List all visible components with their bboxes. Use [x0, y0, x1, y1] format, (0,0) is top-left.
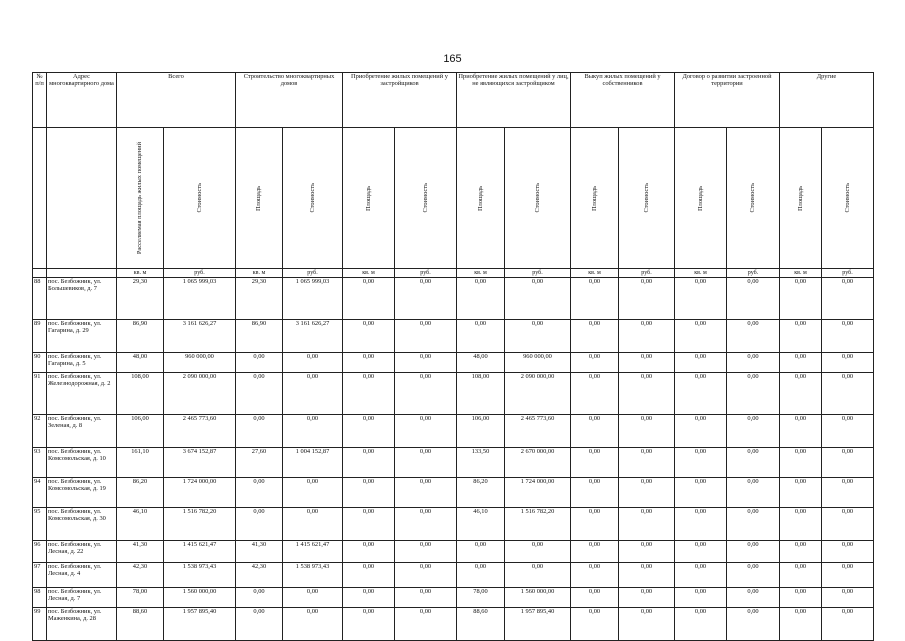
area-value-cell: 108,00	[457, 373, 505, 415]
area-value-cell: 0,00	[236, 415, 283, 448]
cost-value-cell: 1 957 895,40	[505, 608, 571, 641]
area-value-cell: 86,20	[457, 478, 505, 508]
sub-header-area: Площадь	[571, 128, 619, 269]
address-cell: пос. Безбожник, ул. Комсомольская, д. 19	[47, 478, 117, 508]
cost-value-cell: 0,00	[395, 588, 457, 608]
address-cell: пос. Безбожник, ул. Зеленая, д. 8	[47, 415, 117, 448]
cost-value-cell: 0,00	[395, 608, 457, 641]
area-value-cell: 78,00	[457, 588, 505, 608]
sub-header-cost: Стоимость	[505, 128, 571, 269]
unit-cost: руб.	[283, 269, 343, 278]
row-number-cell: 89	[33, 320, 47, 353]
row-number-cell: 92	[33, 415, 47, 448]
area-value-cell: 88,60	[117, 608, 164, 641]
cost-value-cell: 0,00	[619, 478, 675, 508]
cost-value-cell: 0,00	[727, 373, 780, 415]
area-value-cell: 0,00	[457, 541, 505, 563]
area-value-cell: 29,30	[117, 278, 164, 320]
area-value-cell: 48,00	[457, 353, 505, 373]
area-value-cell: 0,00	[675, 373, 727, 415]
col-header-territory-development: Договор о развитии застроенной территории	[675, 73, 780, 128]
table-row	[33, 508, 874, 541]
unit-cost: руб.	[727, 269, 780, 278]
area-value-cell: 0,00	[236, 608, 283, 641]
cost-value-cell: 2 090 000,00	[164, 373, 236, 415]
sub-header-cost: Стоимость	[395, 128, 457, 269]
cost-value-cell: 960 000,00	[505, 353, 571, 373]
area-value-cell: 0,00	[780, 448, 822, 478]
address-cell: пос. Безбожник, ул. Лесная, д. 4	[47, 563, 117, 588]
area-value-cell: 0,00	[343, 278, 395, 320]
cost-value-cell: 0,00	[505, 563, 571, 588]
cost-value-cell: 0,00	[283, 373, 343, 415]
cost-value-cell: 960 000,00	[164, 353, 236, 373]
cost-value-cell: 0,00	[822, 541, 874, 563]
cost-value-cell: 0,00	[822, 278, 874, 320]
cost-value-cell: 0,00	[395, 415, 457, 448]
cost-value-cell: 1 560 000,00	[164, 588, 236, 608]
col-header-buyout: Выкуп жилых помещений у собственников	[571, 73, 675, 128]
address-cell: пос. Безбожник, ул. Гагарина, д. 29	[47, 320, 117, 353]
area-value-cell: 0,00	[571, 353, 619, 373]
cost-value-cell: 0,00	[727, 353, 780, 373]
area-value-cell: 0,00	[571, 373, 619, 415]
col-header-total: Всего	[117, 73, 236, 128]
cost-value-cell: 1 957 895,40	[164, 608, 236, 641]
cost-value-cell: 2 465 773,60	[164, 415, 236, 448]
cost-value-cell: 0,00	[395, 278, 457, 320]
area-value-cell: 0,00	[571, 320, 619, 353]
area-value-cell: 41,30	[117, 541, 164, 563]
page-number: 165	[443, 53, 462, 65]
area-value-cell: 0,00	[780, 278, 822, 320]
area-value-cell: 0,00	[571, 478, 619, 508]
area-value-cell: 42,30	[236, 563, 283, 588]
row-number-cell: 96	[33, 541, 47, 563]
address-cell: пос. Безбожник, ул. Маженкина, д. 28	[47, 608, 117, 641]
area-value-cell: 108,00	[117, 373, 164, 415]
area-value-cell: 0,00	[457, 320, 505, 353]
cost-value-cell: 0,00	[395, 563, 457, 588]
area-value-cell: 0,00	[236, 373, 283, 415]
sub-header-row	[33, 128, 874, 269]
cost-value-cell: 0,00	[619, 563, 675, 588]
cost-value-cell: 0,00	[727, 320, 780, 353]
unit-cost: руб.	[619, 269, 675, 278]
cost-value-cell: 0,00	[395, 320, 457, 353]
unit-area: кв. м	[343, 269, 395, 278]
area-value-cell: 0,00	[780, 563, 822, 588]
area-value-cell: 0,00	[343, 508, 395, 541]
cost-value-cell: 0,00	[395, 353, 457, 373]
area-value-cell: 0,00	[571, 563, 619, 588]
sub-header-area: Площадь	[675, 128, 727, 269]
unit-cost: руб.	[395, 269, 457, 278]
area-value-cell: 0,00	[780, 541, 822, 563]
area-value-cell: 86,20	[117, 478, 164, 508]
cost-value-cell: 0,00	[822, 563, 874, 588]
sub-header-resettled-area: Расселяемая площадь жилых помещений	[117, 128, 164, 269]
area-value-cell: 0,00	[343, 563, 395, 588]
cost-value-cell: 0,00	[727, 448, 780, 478]
cost-value-cell: 0,00	[619, 373, 675, 415]
area-value-cell: 0,00	[675, 278, 727, 320]
address-cell: пос. Безбожник, ул. Гагарина, д. 5	[47, 353, 117, 373]
cost-value-cell: 0,00	[283, 478, 343, 508]
address-cell: пос. Безбожник, ул. Лесная, д. 22	[47, 541, 117, 563]
unit-cell-blank	[33, 269, 47, 278]
area-value-cell: 106,00	[457, 415, 505, 448]
area-value-cell: 133,50	[457, 448, 505, 478]
cost-value-cell: 0,00	[505, 320, 571, 353]
area-value-cell: 0,00	[343, 448, 395, 478]
row-number-cell: 91	[33, 373, 47, 415]
cost-value-cell: 0,00	[619, 508, 675, 541]
group-header-row	[33, 73, 874, 128]
area-value-cell: 46,10	[117, 508, 164, 541]
area-value-cell: 27,60	[236, 448, 283, 478]
col-header-construction: Строительство многоквартирных домов	[236, 73, 343, 128]
table-row	[33, 353, 874, 373]
area-value-cell: 0,00	[675, 588, 727, 608]
cost-value-cell: 0,00	[619, 588, 675, 608]
unit-area: кв. м	[675, 269, 727, 278]
area-value-cell: 0,00	[780, 373, 822, 415]
row-number-cell: 93	[33, 448, 47, 478]
cost-value-cell: 0,00	[283, 588, 343, 608]
table-row	[33, 478, 874, 508]
cost-value-cell: 0,00	[619, 320, 675, 353]
area-value-cell: 0,00	[343, 373, 395, 415]
cost-value-cell: 0,00	[283, 415, 343, 448]
cost-value-cell: 0,00	[822, 415, 874, 448]
area-value-cell: 0,00	[343, 541, 395, 563]
area-value-cell: 0,00	[675, 478, 727, 508]
address-cell: пос. Безбожник, ул. Железнодорожная, д. 2	[47, 373, 117, 415]
unit-area: кв. м	[117, 269, 164, 278]
cost-value-cell: 0,00	[727, 508, 780, 541]
area-value-cell: 0,00	[675, 353, 727, 373]
cost-value-cell: 1 538 973,43	[283, 563, 343, 588]
area-value-cell: 0,00	[343, 478, 395, 508]
cost-value-cell: 0,00	[619, 448, 675, 478]
sub-header-area: Площадь	[343, 128, 395, 269]
cost-value-cell: 1 415 621,47	[283, 541, 343, 563]
area-value-cell: 0,00	[343, 353, 395, 373]
row-number-cell: 94	[33, 478, 47, 508]
table-body	[33, 278, 874, 641]
cost-value-cell: 0,00	[283, 508, 343, 541]
cost-value-cell: 1 415 621,47	[164, 541, 236, 563]
row-number-cell: 95	[33, 508, 47, 541]
col-header-num: № п/п	[33, 73, 47, 128]
cost-value-cell: 0,00	[619, 415, 675, 448]
area-value-cell: 0,00	[675, 608, 727, 641]
unit-area: кв. м	[780, 269, 822, 278]
table-row	[33, 541, 874, 563]
area-value-cell: 0,00	[571, 278, 619, 320]
area-value-cell: 29,30	[236, 278, 283, 320]
table-row	[33, 563, 874, 588]
sub-header-area: Площадь	[236, 128, 283, 269]
area-value-cell: 0,00	[780, 588, 822, 608]
area-value-cell: 0,00	[675, 563, 727, 588]
row-number-cell: 97	[33, 563, 47, 588]
area-value-cell: 0,00	[236, 478, 283, 508]
area-value-cell: 0,00	[780, 415, 822, 448]
area-value-cell: 0,00	[236, 353, 283, 373]
cost-value-cell: 0,00	[505, 278, 571, 320]
units-row	[33, 269, 874, 278]
area-value-cell: 161,10	[117, 448, 164, 478]
cost-value-cell: 0,00	[727, 588, 780, 608]
area-value-cell: 0,00	[343, 320, 395, 353]
address-cell: пос. Безбожник, ул. Большевиков, д. 7	[47, 278, 117, 320]
area-value-cell: 0,00	[457, 278, 505, 320]
cost-value-cell: 0,00	[822, 320, 874, 353]
area-value-cell: 0,00	[780, 478, 822, 508]
area-value-cell: 0,00	[571, 608, 619, 641]
cost-value-cell: 3 674 152,87	[164, 448, 236, 478]
col-header-purchase-developers: Приобретение жилых помещений у застройщиков	[343, 73, 457, 128]
unit-cell-blank	[47, 269, 117, 278]
col-header-address: Адрес многоквартирного дома	[47, 73, 117, 128]
sub-header-cost: Стоимость	[283, 128, 343, 269]
cost-value-cell: 0,00	[395, 508, 457, 541]
table-row	[33, 278, 874, 320]
area-value-cell: 0,00	[571, 448, 619, 478]
cost-value-cell: 0,00	[822, 478, 874, 508]
cost-value-cell: 0,00	[822, 588, 874, 608]
cost-value-cell: 3 161 626,27	[164, 320, 236, 353]
address-cell: пос. Безбожник, ул. Комсомольская, д. 30	[47, 508, 117, 541]
cost-value-cell: 0,00	[619, 608, 675, 641]
area-value-cell: 0,00	[343, 588, 395, 608]
sub-header-cost: Стоимость	[619, 128, 675, 269]
unit-cost: руб.	[822, 269, 874, 278]
area-value-cell: 0,00	[675, 448, 727, 478]
area-value-cell: 0,00	[675, 508, 727, 541]
cost-value-cell: 0,00	[727, 541, 780, 563]
cost-value-cell: 0,00	[727, 563, 780, 588]
address-cell: пос. Безбожник, ул. Комсомольская, д. 10	[47, 448, 117, 478]
sub-header-blank	[33, 128, 47, 269]
sub-header-cost: Стоимость	[727, 128, 780, 269]
area-value-cell: 0,00	[457, 563, 505, 588]
cost-value-cell: 0,00	[283, 353, 343, 373]
cost-value-cell: 1 065 999,03	[283, 278, 343, 320]
col-header-purchase-non-developers: Приобретение жилых помещений у лиц, не являющихся застройщиком	[457, 73, 571, 128]
cost-value-cell: 0,00	[395, 448, 457, 478]
cost-value-cell: 1 004 152,87	[283, 448, 343, 478]
area-value-cell: 0,00	[675, 415, 727, 448]
cost-value-cell: 2 465 773,60	[505, 415, 571, 448]
cost-value-cell: 1 516 782,20	[505, 508, 571, 541]
row-number-cell: 88	[33, 278, 47, 320]
area-value-cell: 78,00	[117, 588, 164, 608]
area-value-cell: 41,30	[236, 541, 283, 563]
area-value-cell: 0,00	[571, 508, 619, 541]
area-value-cell: 0,00	[780, 608, 822, 641]
cost-value-cell: 0,00	[822, 508, 874, 541]
resettlement-table	[32, 72, 874, 641]
cost-value-cell: 0,00	[822, 373, 874, 415]
cost-value-cell: 0,00	[619, 278, 675, 320]
cost-value-cell: 0,00	[619, 541, 675, 563]
area-value-cell: 0,00	[343, 415, 395, 448]
area-value-cell: 0,00	[780, 353, 822, 373]
area-value-cell: 0,00	[780, 508, 822, 541]
cost-value-cell: 0,00	[505, 541, 571, 563]
cost-value-cell: 0,00	[619, 353, 675, 373]
area-value-cell: 0,00	[343, 608, 395, 641]
area-value-cell: 106,00	[117, 415, 164, 448]
cost-value-cell: 0,00	[283, 608, 343, 641]
cost-value-cell: 0,00	[395, 541, 457, 563]
cost-value-cell: 0,00	[822, 608, 874, 641]
area-value-cell: 42,30	[117, 563, 164, 588]
sub-header-area: Площадь	[780, 128, 822, 269]
cost-value-cell: 1 538 973,43	[164, 563, 236, 588]
cost-value-cell: 1 065 999,03	[164, 278, 236, 320]
area-value-cell: 0,00	[236, 588, 283, 608]
area-value-cell: 0,00	[236, 508, 283, 541]
area-value-cell: 0,00	[780, 320, 822, 353]
cost-value-cell: 0,00	[727, 478, 780, 508]
cost-value-cell: 1 560 000,00	[505, 588, 571, 608]
cost-value-cell: 1 516 782,20	[164, 508, 236, 541]
sub-header-area: Площадь	[457, 128, 505, 269]
address-cell: пос. Безбожник, ул. Лесная, д. 7	[47, 588, 117, 608]
area-value-cell: 86,90	[236, 320, 283, 353]
area-value-cell: 0,00	[675, 541, 727, 563]
cost-value-cell: 0,00	[727, 415, 780, 448]
col-header-other: Другие	[780, 73, 874, 128]
unit-cost: руб.	[164, 269, 236, 278]
table-row	[33, 448, 874, 478]
row-number-cell: 99	[33, 608, 47, 641]
area-value-cell: 88,60	[457, 608, 505, 641]
sub-header-cost: Стоимость	[164, 128, 236, 269]
row-number-cell: 90	[33, 353, 47, 373]
cost-value-cell: 0,00	[395, 373, 457, 415]
cost-value-cell: 0,00	[395, 478, 457, 508]
area-value-cell: 48,00	[117, 353, 164, 373]
cost-value-cell: 3 161 626,27	[283, 320, 343, 353]
row-number-cell: 98	[33, 588, 47, 608]
unit-area: кв. м	[457, 269, 505, 278]
area-value-cell: 46,10	[457, 508, 505, 541]
cost-value-cell: 1 724 000,00	[164, 478, 236, 508]
area-value-cell: 0,00	[571, 588, 619, 608]
cost-value-cell: 2 090 000,00	[505, 373, 571, 415]
unit-area: кв. м	[571, 269, 619, 278]
cost-value-cell: 0,00	[727, 278, 780, 320]
table-row	[33, 373, 874, 415]
area-value-cell: 0,00	[675, 320, 727, 353]
table-row	[33, 320, 874, 353]
unit-area: кв. м	[236, 269, 283, 278]
table-row	[33, 415, 874, 448]
area-value-cell: 0,00	[571, 415, 619, 448]
sub-header-blank	[47, 128, 117, 269]
table-row	[33, 608, 874, 641]
cost-value-cell: 2 670 000,00	[505, 448, 571, 478]
cost-value-cell: 0,00	[822, 448, 874, 478]
cost-value-cell: 0,00	[727, 608, 780, 641]
cost-value-cell: 0,00	[822, 353, 874, 373]
sub-header-cost: Стоимость	[822, 128, 874, 269]
area-value-cell: 0,00	[571, 541, 619, 563]
unit-cost: руб.	[505, 269, 571, 278]
area-value-cell: 86,90	[117, 320, 164, 353]
table-row	[33, 588, 874, 608]
cost-value-cell: 1 724 000,00	[505, 478, 571, 508]
